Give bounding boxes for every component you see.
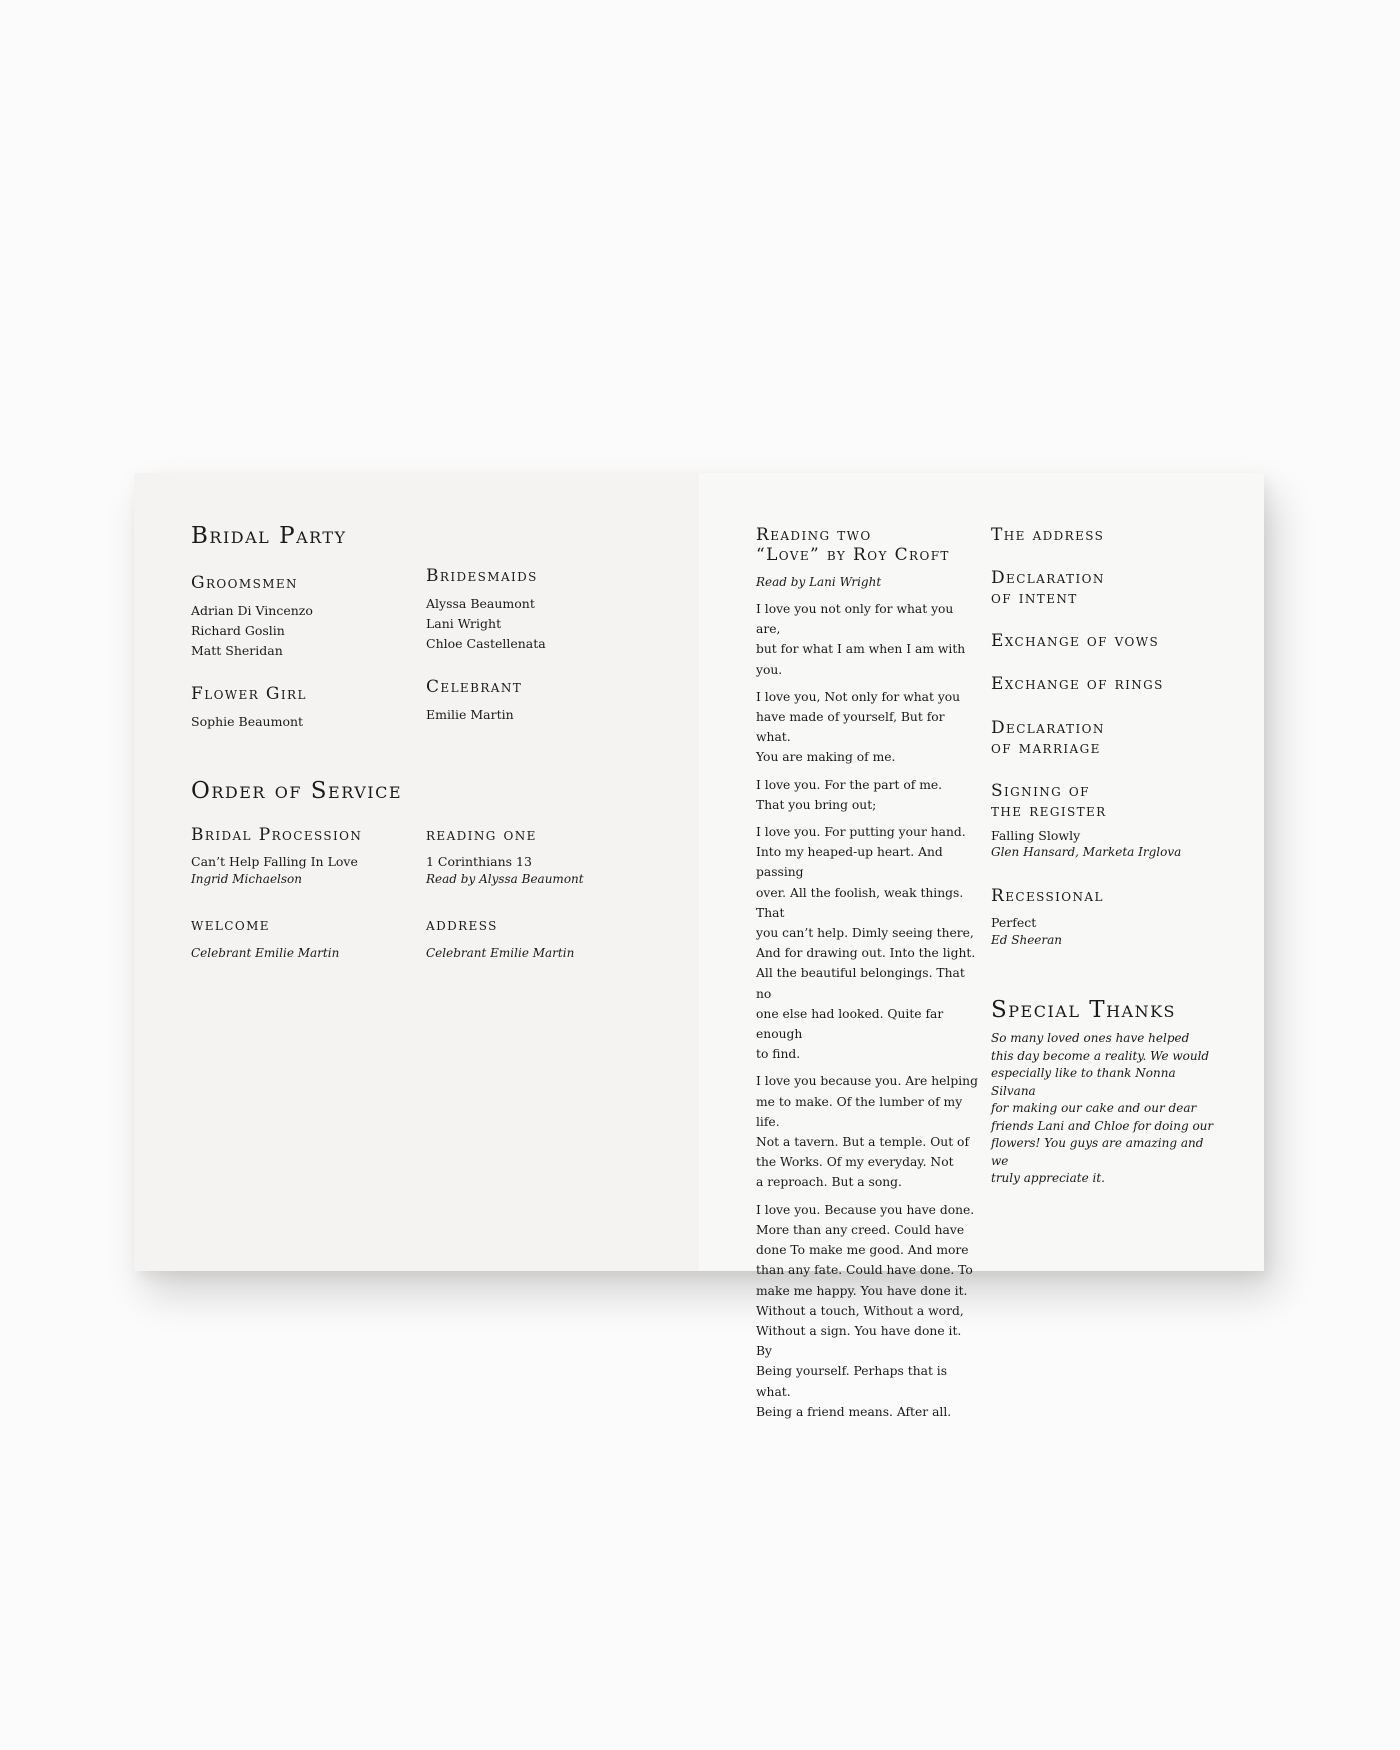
poem-line: but for what I am when I am with you.: [756, 642, 966, 677]
welcome-by: Celebrant Emilie Martin: [191, 946, 340, 960]
poem-stanza: [756, 599, 981, 680]
recessional-heading: Recessional: [991, 886, 1104, 906]
left-panel: [134, 473, 699, 1271]
poem-line: Not a tavern. But a temple. Out of: [756, 1135, 969, 1150]
address-section: [426, 915, 574, 962]
poem-stanza: [756, 822, 981, 1064]
bridal-procession-section: [191, 825, 362, 888]
special-thanks-section: [991, 999, 1221, 1188]
poem-line: I love you, Not only for what you: [756, 689, 961, 704]
exchange-of-vows-heading: Exchange of vows: [991, 631, 1160, 651]
right-panel: [699, 473, 1264, 1419]
recessional-section: [991, 886, 1104, 949]
poem-line: over. All the foolish, weak things. That: [756, 885, 964, 920]
bridal-procession-artist: Ingrid Michaelson: [191, 872, 302, 886]
heading-line: Declaration: [991, 718, 1105, 738]
poem-stanza: [756, 1200, 981, 1422]
reading-one-heading: reading one: [426, 825, 537, 845]
heading-line: Declaration: [991, 568, 1105, 588]
poem-line: have made of yourself, But for what.: [756, 710, 945, 745]
poem-line: than any fate. Could have done. To: [756, 1263, 973, 1278]
heading-line: the register: [991, 801, 1107, 821]
bridesmaid-name: Alyssa Beaumont: [426, 596, 535, 611]
poem-line: All the beautiful belongings. That no: [756, 966, 965, 1001]
special-thanks-line: especially like to thank Nonna Silvana: [991, 1066, 1176, 1098]
celebrant-section: [426, 677, 522, 725]
declaration-of-intent-heading: [991, 568, 1105, 608]
exchange-of-rings-heading: Exchange of rings: [991, 674, 1164, 694]
special-thanks-line: So many loved ones have helped: [991, 1031, 1190, 1045]
special-thanks-line: for making our cake and our dear: [991, 1101, 1197, 1115]
poem-line: Into my heaped-up heart. And passing: [756, 845, 943, 880]
poem-line: done To make me good. And more: [756, 1243, 969, 1258]
address-heading: address: [426, 915, 498, 935]
reading-two-section: [756, 525, 981, 1429]
special-thanks-line: flowers! You guys are amazing and we: [991, 1136, 1204, 1168]
poem-line: You are making of me.: [756, 750, 896, 765]
special-thanks-text: [991, 1030, 1221, 1188]
order-of-service-title: Order of Service: [191, 778, 403, 804]
bridal-procession-heading: Bridal Procession: [191, 825, 363, 845]
poem-line: I love you because you. Are helping: [756, 1074, 978, 1089]
heading-line: of intent: [991, 588, 1078, 608]
poem-stanza: [756, 1071, 981, 1192]
special-thanks-line: truly appreciate it.: [991, 1171, 1105, 1185]
flower-girl-name: Sophie Beaumont: [191, 714, 304, 729]
declaration-of-marriage-heading: [991, 718, 1105, 758]
signing-artist: Glen Hansard, Marketa Irglova: [991, 845, 1182, 859]
signing-of-register-heading: [991, 781, 1181, 821]
poem-line: a reproach. But a song.: [756, 1175, 902, 1190]
reading-two-reader: Read by Lani Wright: [756, 575, 882, 589]
heading-line: Signing of: [991, 781, 1090, 801]
poem-line: make me happy. You have done it.: [756, 1283, 968, 1298]
flower-girl-heading: Flower Girl: [191, 684, 307, 704]
recessional-song: Perfect: [991, 915, 1037, 930]
poem-stanza: [756, 687, 981, 768]
poem-line: the Works. Of my everyday. Not: [756, 1155, 954, 1170]
signing-of-register-section: [991, 781, 1181, 861]
poem-line: More than any creed. Could have: [756, 1222, 965, 1237]
groomsman-name: Matt Sheridan: [191, 643, 283, 658]
poem-line: Being a friend means. After all.: [756, 1404, 952, 1419]
address-by: Celebrant Emilie Martin: [426, 946, 575, 960]
bridal-procession-song: Can’t Help Falling In Love: [191, 854, 358, 869]
bridesmaid-name: Chloe Castellenata: [426, 636, 546, 651]
reading-one-text: 1 Corinthians 13: [426, 854, 532, 869]
celebrant-heading: Celebrant: [426, 677, 523, 697]
poem-line: I love you. For the part of me.: [756, 777, 943, 792]
special-thanks-line: friends Lani and Chloe for doing our: [991, 1118, 1214, 1133]
poem-line: you can’t help. Dimly seeing there,: [756, 926, 974, 941]
bridesmaid-name: Lani Wright: [426, 616, 502, 631]
poem-line: Without a touch, Without a word,: [756, 1303, 964, 1318]
poem-line: I love you. Because you have done.: [756, 1202, 975, 1217]
reading-one-section: [426, 825, 584, 888]
poem-line: to find.: [756, 1047, 801, 1062]
groomsmen-heading: Groomsmen: [191, 573, 298, 593]
poem-line: one else had looked. Quite far enough: [756, 1006, 944, 1042]
bridesmaids-heading: Bridesmaids: [426, 566, 538, 586]
poem-line: Without a sign. You have done it. By: [756, 1323, 962, 1359]
poem-line: That you bring out;: [756, 797, 877, 812]
signing-song: Falling Slowly: [991, 828, 1081, 843]
groomsman-name: Adrian Di Vincenzo: [191, 603, 313, 618]
groomsman-name: Richard Goslin: [191, 623, 285, 638]
heading-line: of marriage: [991, 738, 1101, 758]
poem-line: I love you. For putting your hand.: [756, 825, 966, 840]
poem-stanza: [756, 775, 981, 815]
celebrant-name: Emilie Martin: [426, 707, 514, 722]
welcome-heading: welcome: [191, 915, 270, 935]
reading-two-heading: [756, 525, 981, 565]
bridesmaids-section: [426, 566, 546, 654]
flower-girl-section: [191, 684, 307, 732]
reading-two-heading-line: “Love” by Roy Croft: [756, 545, 950, 565]
poem: [756, 599, 981, 1422]
recessional-artist: Ed Sheeran: [991, 933, 1063, 947]
poem-line: And for drawing out. Into the light.: [756, 946, 976, 961]
the-address-heading: The address: [991, 525, 1105, 545]
poem-line: Being yourself. Perhaps that is what.: [756, 1364, 948, 1399]
program-spread: [134, 473, 1264, 1419]
reading-two-heading-line: Reading two: [756, 525, 872, 545]
special-thanks-title: Special Thanks: [991, 997, 1177, 1023]
bridal-party-title: Bridal Party: [191, 523, 347, 549]
poem-line: I love you not only for what you are,: [756, 602, 954, 637]
poem-line: me to make. Of the lumber of my life.: [756, 1094, 963, 1129]
groomsmen-section: [191, 573, 313, 661]
welcome-section: [191, 915, 339, 962]
special-thanks-line: this day become a reality. We would: [991, 1048, 1210, 1063]
reading-one-reader: Read by Alyssa Beaumont: [426, 872, 584, 886]
